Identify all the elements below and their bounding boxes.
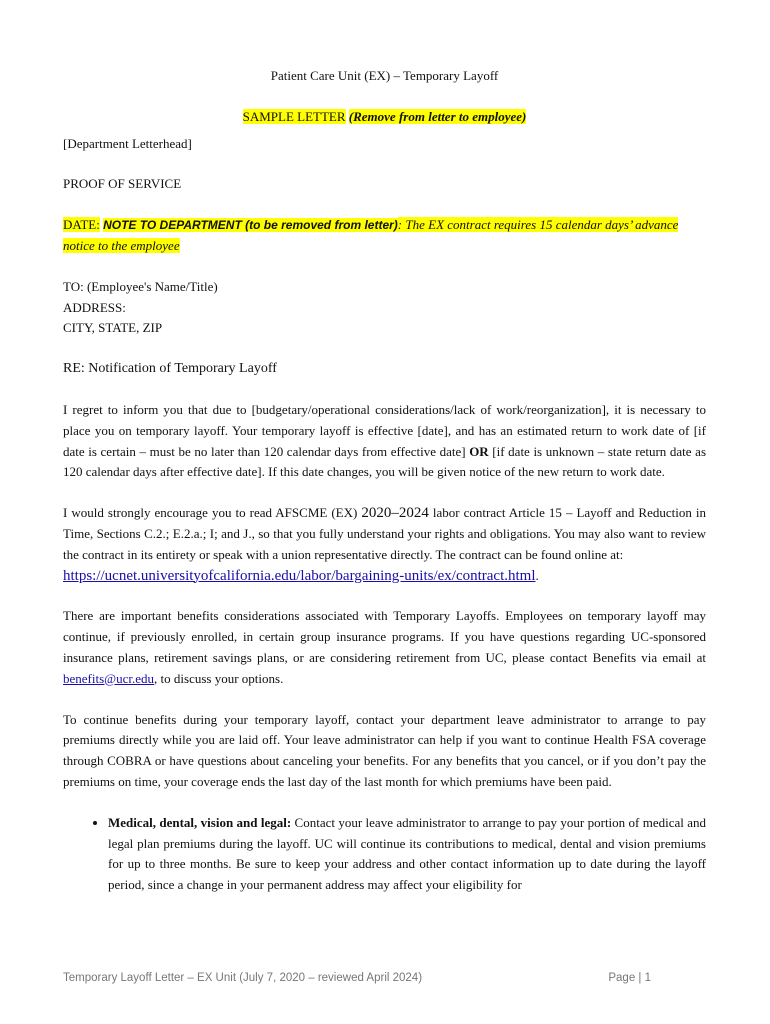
sample-note: (Remove from letter to employee) xyxy=(348,108,527,124)
proof-of-service: PROOF OF SERVICE xyxy=(63,176,182,192)
p3-part-a: There are important benefits considerations associated with Temporary Layoffs. Employees on temporary layoff may continue, if previously enrolled, in certain group insurance programs. If you have questions regarding UC-sponsored insurance plans, retirement savings plans, or are considering retirement from UC, please contact Benefits via email at xyxy=(63,608,706,665)
p2-part-a: I would strongly encourage you to read AFSCME (EX) xyxy=(63,505,362,521)
sample-label: SAMPLE LETTER xyxy=(242,108,346,124)
paragraph-contract xyxy=(63,503,706,586)
document-title: Patient Care Unit (EX) – Temporary Layoff xyxy=(270,68,499,83)
p2-end: . xyxy=(535,567,539,583)
sample-letter-banner xyxy=(63,107,706,128)
footer-title: Temporary Layoff Letter – EX Unit (July 7, 2020 – reviewed April 2024) xyxy=(63,972,423,984)
date-note-bold: NOTE TO DEPARTMENT (to be removed from letter) xyxy=(103,218,398,233)
to-line: TO: (Employee's Name/Title) xyxy=(63,278,218,294)
p1-or: OR xyxy=(469,443,489,459)
paragraph-layoff-notice xyxy=(63,400,706,483)
date-note-text: : The EX contract requires 15 calendar days’ advance notice to the employee xyxy=(63,217,679,253)
p1-part-a: I regret to inform you that due to [budgetary/operational considerations/lack of work/reorganization], it is necessary to place you on temporary layoff. Your temporary layoff is effective [date], and has an estimated return to work date of [if date is certain – must be no later than 120 calendar days from effective date] xyxy=(63,401,706,459)
letter-body xyxy=(63,66,706,896)
re-line: RE: Notification of Temporary Layoff xyxy=(63,361,277,377)
page-footer xyxy=(63,972,651,984)
paragraph-benefits xyxy=(63,606,706,689)
paragraph-continue-benefits: To continue benefits during your temporary layoff, contact your department leave administrator to arrange to pay premiums directly while you are laid off. Your leave administrator can help if you want to continue Health FSA coverage through COBRA or have questions about canceling your benefits. For any benefits that you cancel, or if you don’t pay the premiums on time, your coverage ends the last day of the last month for which premiums have been paid. xyxy=(63,711,706,789)
page-number: Page | 1 xyxy=(608,972,651,984)
benefits-list xyxy=(63,813,706,896)
contract-link[interactable]: https://ucnet.universityofcalifornia.edu/labor/bargaining-units/ex/contract.html xyxy=(63,567,536,584)
address-line: ADDRESS: xyxy=(63,299,126,315)
p2-part-b: labor contract Article 15 – Layoff and Reduction in Time, Sections C.2.; E.2.a.; I; and J., so that you fully understand your rights and obligations. You may also want to review the contract in its entirety or speak with a union representative directly. The contract can be found online at: xyxy=(63,505,706,562)
date-label: DATE: xyxy=(63,217,100,233)
p3-part-b: , to discuss your options. xyxy=(154,670,284,686)
benefits-email-link[interactable]: benefits@ucr.edu xyxy=(63,670,155,686)
bullet1-heading: Medical, dental, vision and legal: xyxy=(108,814,292,830)
date-line xyxy=(63,215,706,257)
p2-years: 2020–2024 xyxy=(361,505,429,522)
city-state-zip-line: CITY, STATE, ZIP xyxy=(63,320,163,336)
p1-part-b: [if date is unknown – state return date as 120 calendar days after effective date]. If this date changes, you will be given notice of the new return to work date. xyxy=(63,443,706,480)
letterhead-placeholder: [Department Letterhead] xyxy=(63,135,192,151)
bullet1-text: Contact your leave administrator to arrange to pay your portion of medical and legal plan premiums during the layoff. UC will continue its contributions to medical, dental and vision premiums for up to three months. Be sure to keep your address and other contact information up to date during the layoff period, since a change in your permanent address may affect your eligibility for xyxy=(108,814,706,893)
list-item xyxy=(108,813,706,896)
